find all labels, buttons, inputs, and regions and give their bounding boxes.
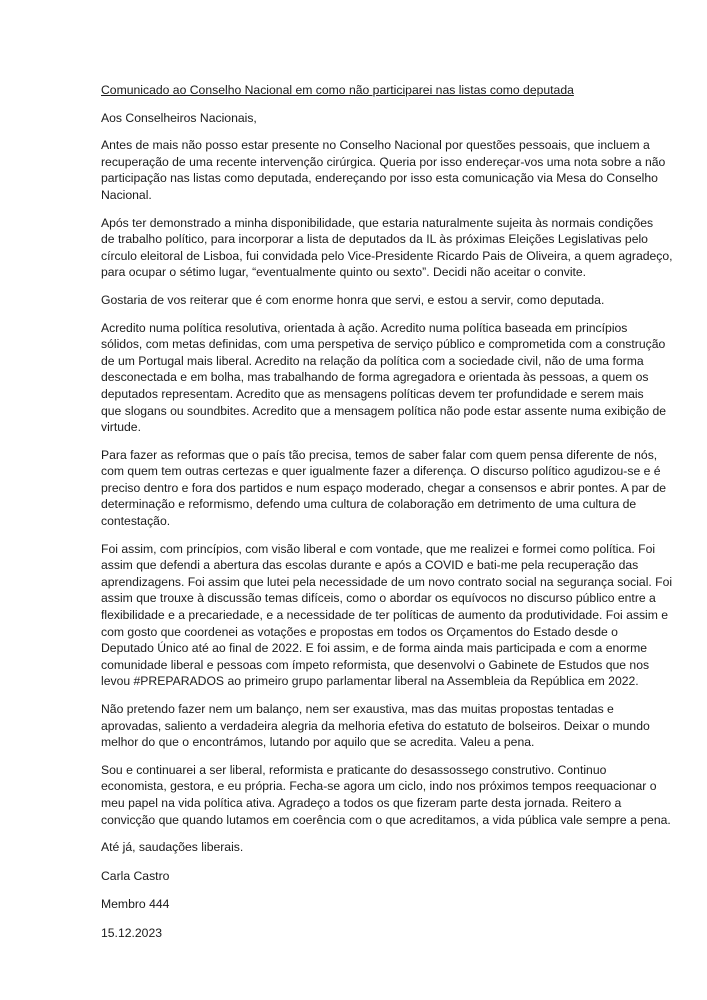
paragraph-beliefs [101,320,667,436]
text-line: com gosto que coordenei as votações e propostas em todos os Orçamentos do Estado desde o [101,624,618,639]
paragraph-conclusion [101,762,671,828]
text-line: Para fazer as reformas que o país tão precisa, temos de saber falar com quem pensa diferente de nós, [101,447,658,462]
paragraph-invitation [101,215,673,281]
closing-line: Até já, saudações liberais. [101,840,244,855]
text-line: assim que defendi a abertura das escolas durante e após a COVID e bati-me pela recuperação das [101,558,639,573]
text-line: círculo eleitoral de Lisboa, fui convidada pelo Vice-Presidente Ricardo Pais de Oliveira, a quem agradeço, [101,248,673,263]
text-line: contestação. [101,514,171,529]
text-line: Não pretendo fazer nem um balanço, nem ser exaustiva, mas das muitas propostas tentadas e [101,702,614,716]
text-line: assim que trouxe à discussão temas difíceis, como o abordar os equívocos no discurso público entre a [101,591,656,606]
text-line: Após ter demonstrado a minha disponibilidade, que estaria naturalmente sujeita às normais condições [101,215,654,230]
text-line: Deputado Único até ao final de 2022. E foi assim, e de forma ainda mais participada e com a enorme [101,641,648,656]
text-line: com quem tem outras certezas e quer igualmente fazer a diferença. O discurso político agudizou-se e é [101,464,661,479]
text-line: de um Portugal mais liberal. Acredito na relação da política com a sociedade civil, não de uma forma [101,353,644,368]
text-line: flexibilidade e a precariedade, e a necessidade de ter políticas de aumento da produtividade. Foi assim e [101,608,669,623]
paragraph-honor [101,292,621,309]
paragraph-reforms [101,447,667,530]
text-line: determinação e reformismo, defendo uma cultura de colaboração em detrimento de uma cultura de [101,497,637,512]
text-line: levou #PREPARADOS ao primeiro grupo parlamentar liberal na Assembleia da República em 2022. [101,674,639,689]
text-line: Gostaria de vos reiterar que é com enorme honra que servi, e estou a servir, como deputada. [101,292,605,307]
text-line: participação nas listas como deputada, endereçando por isso esta comunicação via Mesa do Conselho [101,171,658,186]
text-line: que slogans ou soundbites. Acredito que a mensagem política não pode estar assente numa exibição de [101,403,667,418]
paragraph-balance [101,701,650,751]
text-line: para ocupar o sétimo lugar, “eventualmente quinto ou sexto”. Decidi não aceitar o convite. [101,265,587,280]
text-line: preciso dentro e fora dos partidos e num espaço moderado, chegar a consensos e abrir pontes. A par de [101,480,667,495]
text-line: Acredito numa política resolutiva, orientada à ação. Acredito numa política baseada em princípios [101,320,628,335]
text-line: desconectada e em bolha, mas trabalhando de forma agregadora e orientada às pessoas, a quem os [101,370,649,385]
signature-name: Carla Castro [101,868,170,883]
letter-body [101,82,673,954]
text-line: aprendizagens. Foi assim que lutei pela necessidade de um novo contrato social na segurança social. Foi [101,574,673,589]
text-line: Nacional. [101,187,152,202]
document-date: 15.12.2023 [101,925,162,940]
text-line: virtude. [101,420,141,435]
text-line: Antes de mais não posso estar presente no Conselho Nacional por questões pessoais, que incluem a [101,138,650,153]
text-line: economista, gestora, e eu própria. Fecha-se agora um ciclo, indo nos próximos tempos reequacionar o [101,779,657,794]
paragraph-absence [101,137,666,203]
text-line: aprovadas, saliento a verdadeira alegria da melhoria efetiva do estatuto de bolseiros. Deixar o mundo [101,718,650,733]
text-line: deputados representam. Acredito que as mensagens políticas devem ter profundidade e serem mais [101,386,644,401]
text-line: recuperação de uma recente intervenção cirúrgica. Queria por isso endereçar-vos uma nota sobre a não [101,154,666,169]
text-line: comunidade liberal e pessoas com ímpeto reformista, que desenvolvi o Gabinete de Estudos que nos [101,657,650,672]
salutation: Aos Conselheiros Nacionais, [101,110,257,125]
text-line: convicção que quando lutamos em coerência com o que acreditamos, a vida pública vale sempre a pena. [101,812,671,827]
paragraph-record [101,541,673,690]
text-line: melhor do que o encontrámos, lutando por aquilo que se acredita. Valeu a pena. [101,735,535,750]
text-line: Foi assim, com princípios, com visão liberal e com vontade, que me realizei e formei como política. Foi [101,541,656,556]
text-line: meu papel na vida política ativa. Agradeço a todos os que fizeram parte desta jornada. Reitero a [101,795,622,810]
text-line: Sou e continuarei a ser liberal, reformista e praticante do desassossego construtivo. Continuo [101,762,607,777]
text-line: sólidos, com metas definidas, com uma perspetiva de serviço público e comprometida com a construção [101,337,666,352]
member-number: Membro 444 [101,897,170,912]
text-line: de trabalho político, para incorporar a lista de deputados da IL às próximas Eleições Legislativas pelo [101,232,648,247]
document-title: Comunicado ao Conselho Nacional em como não participarei nas listas como deputada [101,83,574,97]
